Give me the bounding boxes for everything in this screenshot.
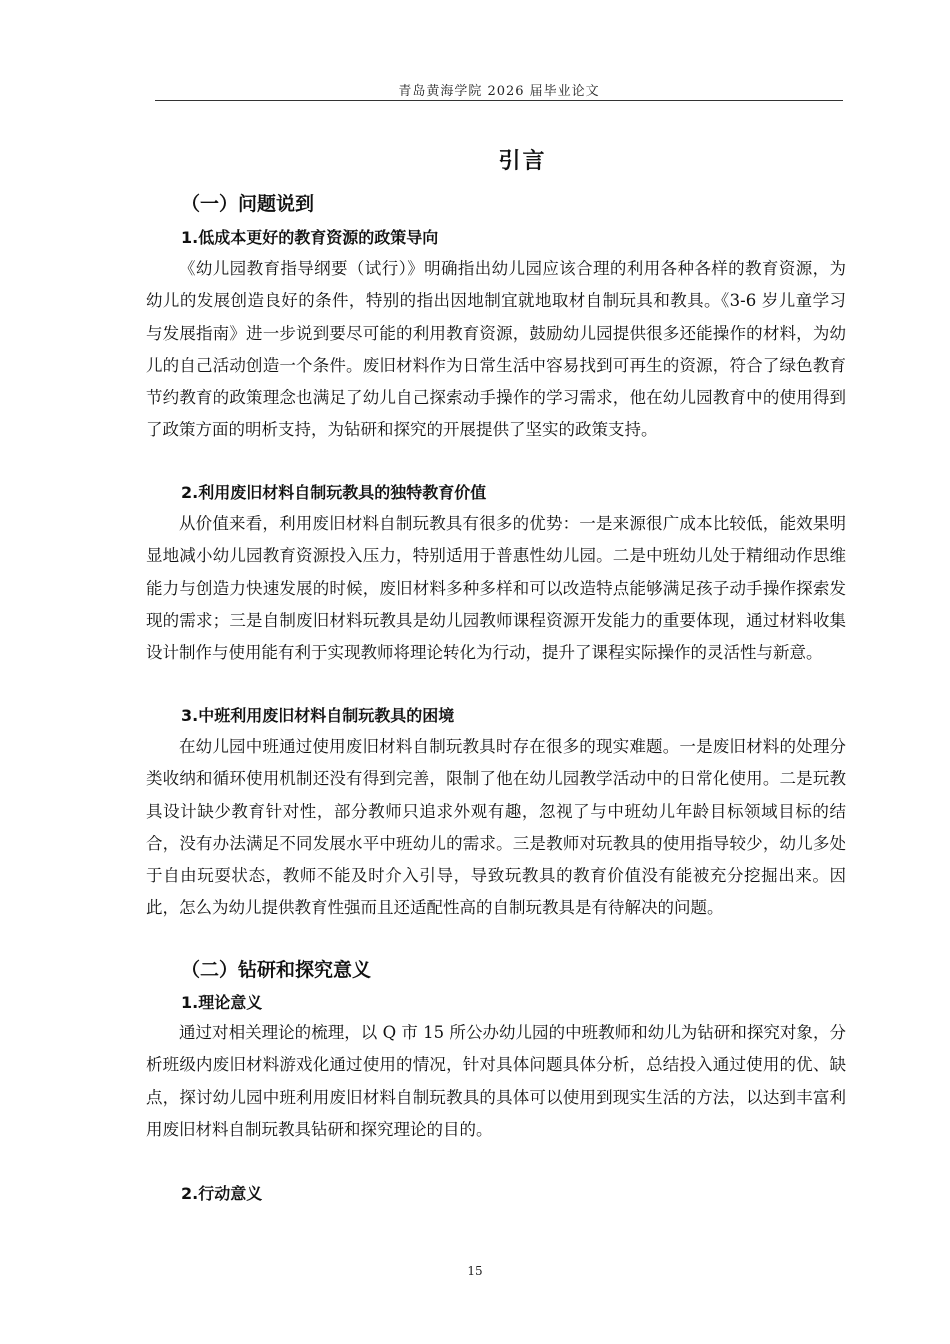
paragraph-difficulty: 在幼儿园中班通过使用废旧材料自制玩教具时存在很多的现实难题。一是废旧材料的处理分类收纳和循环使用机制还没有得到完善，限制了他在幼儿园教学活动中的日常化使用。二是玩教具设计缺少教育针对性，部分教师只追求外观有趣，忽视了与中班幼儿年龄目标领域目标的结合，没有办法满足不同发展水平中班幼儿的需求。三是教师对玩教具的使用指导较少，幼儿多处于自由玩耍状态，教师不能及时介入引导，导致玩教具的教育价值没有能被充分挖掘出来。因此，怎么为幼儿提供教育性强而且还适配性高的自制玩教具是有待解决的问题。: [146, 737, 846, 918]
running-header: 青岛黄海学院 2026 届毕业论文: [398, 84, 600, 99]
subsection-heading-value: 2.利用废旧材料自制玩教具的独特教育价值: [181, 483, 487, 502]
subsection-heading-theory: 1.理论意义: [181, 993, 263, 1012]
paragraph-theory: 通过对相关理论的梳理，以 Q 市 15 所公办幼儿园的中班教师和幼儿为钻研和探究对象，分析班级内废旧材料游戏化通过使用的情况，针对具体问题具体分析，总结投入通过使用的优、缺点，探讨幼儿园中班利用废旧材料自制玩教具的具体可以使用到现实生活的方法，以达到丰富利用废旧材料自制玩教具钻研和探究理论的目的。: [146, 1023, 846, 1139]
subsection-heading-difficulty: 3.中班利用废旧材料自制玩教具的困境: [181, 706, 455, 725]
subsection-heading-policy: 1.低成本更好的教育资源的政策导向: [181, 228, 439, 247]
header-divider: [155, 100, 843, 101]
page-number: 15: [467, 1264, 483, 1278]
paragraph-policy: 《幼儿园教育指导纲要（试行）》明确指出幼儿园应该合理的利用各种各样的教育资源，为幼儿的发展创造良好的条件，特别的指出因地制宜就地取材自制玩具和教具。《3-6 岁儿童学习与发展指南》进一步说到要尽可能的利用教育资源，鼓励幼儿园提供很多还能操作的材料，为幼儿的自己活动创造一个条件。废旧材料作为日常生活中容易找到可再生的资源，符合了绿色教育节约教育的政策理念也满足了幼儿自己探索动手操作的学习需求，他在幼儿园教育中的使用得到了政策方面的明析支持，为钻研和探究的开展提供了坚实的政策支持。: [146, 259, 846, 440]
section-heading-significance: （二）钻研和探究意义: [181, 959, 372, 981]
subsection-heading-practice: 2.行动意义: [181, 1184, 263, 1203]
paragraph-value: 从价值来看，利用废旧材料自制玩教具有很多的优势：一是来源很广成本比较低，能效果明显地减小幼儿园教育资源投入压力，特别适用于普惠性幼儿园。二是中班幼儿处于精细动作思维能力与创造力快速发展的时候，废旧材料多种多样和可以改造特点能够满足孩子动手操作探索发现的需求；三是自制废旧材料玩教具是幼儿园教师课程资源开发能力的重要体现，通过材料收集设计制作与使用能有利于实现教师将理论转化为行动，提升了课程实际操作的灵活性与新意。: [146, 514, 846, 663]
chapter-title: 引言: [498, 149, 547, 174]
section-heading-problem: （一）问题说到: [181, 193, 315, 215]
